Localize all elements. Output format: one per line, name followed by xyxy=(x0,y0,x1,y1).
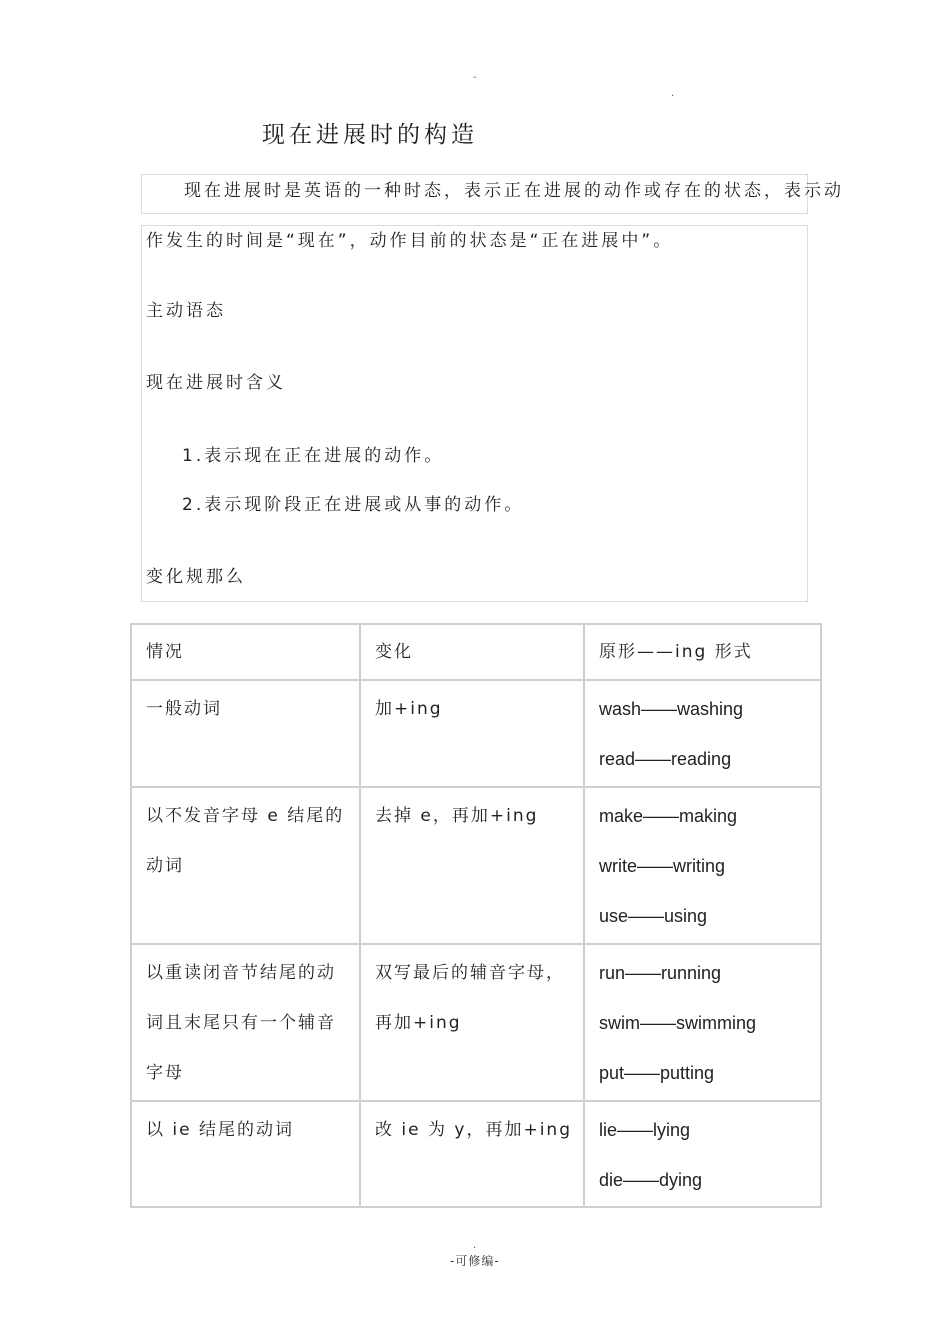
meaning-item-1: 1.表示现在正在进展的动作。 xyxy=(182,446,445,466)
change-cell: 加+ing xyxy=(360,680,584,787)
examples-cell: wash——washing read——reading xyxy=(584,680,821,787)
case-cell: 以不发音字母 e 结尾的 动词 xyxy=(131,787,360,944)
examples-cell: run——running swim——swimming put——putting xyxy=(584,944,821,1101)
case-cell: 以 ie 结尾的动词 xyxy=(131,1101,360,1207)
change-cell: 去掉 e，再加+ing xyxy=(360,787,584,944)
meaning-item-2: 2.表示现阶段正在进展或从事的动作。 xyxy=(182,495,525,515)
table-header-row xyxy=(131,624,821,680)
change-cell: 双写最后的辅音字母， 再加+ing xyxy=(360,944,584,1101)
intro-line-2: 作发生的时间是“现在”，动作目前的状态是“正在进展中”。 xyxy=(146,231,674,251)
examples-cell: lie——lying die——dying xyxy=(584,1101,821,1207)
examples-cell: make——making write——writing use——using xyxy=(584,787,821,944)
ing-rules-table xyxy=(130,623,822,1208)
footer-dot: . xyxy=(473,1240,477,1251)
header-mark-right: . xyxy=(671,88,675,99)
table-row xyxy=(131,787,821,944)
change-cell: 改 ie 为 y，再加+ing xyxy=(360,1101,584,1207)
section-heading-meaning: 现在进展时含义 xyxy=(146,373,286,393)
case-cell: 一般动词 xyxy=(131,680,360,787)
table-row xyxy=(131,680,821,787)
header-cell-change: 变化 xyxy=(360,624,584,680)
section-heading-rules: 变化规那么 xyxy=(146,567,246,587)
page-title: 现在进展时的构造 xyxy=(262,122,478,148)
page-footer: -可修编- xyxy=(450,1254,500,1268)
header-cell-case: 情况 xyxy=(131,624,360,680)
intro-line-1: 现在进展时是英语的一种时态，表示正在进展的动作或存在的状态，表示动 xyxy=(184,181,844,201)
case-cell: 以重读闭音节结尾的动 词且末尾只有一个辅音 字母 xyxy=(131,944,360,1101)
table-row xyxy=(131,1101,821,1207)
header-cell-form: 原形——ing 形式 xyxy=(584,624,821,680)
header-mark-left: - xyxy=(473,72,477,83)
table-row xyxy=(131,944,821,1101)
content-box xyxy=(141,225,808,602)
section-heading-active-voice: 主动语态 xyxy=(146,301,226,321)
